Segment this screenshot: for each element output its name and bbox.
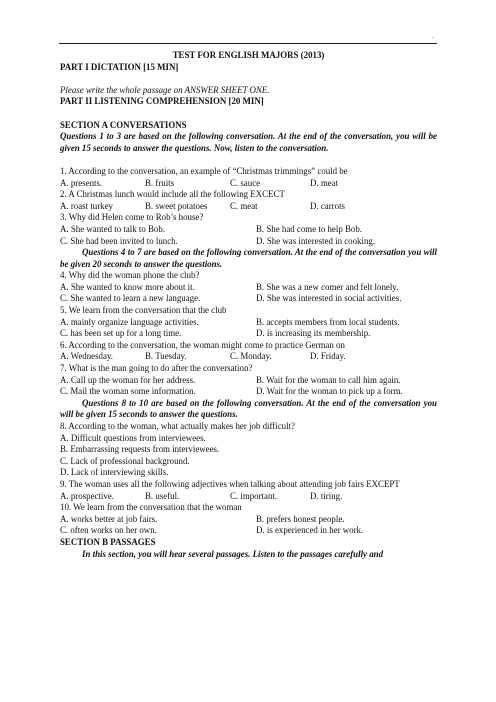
question-6-stem: 6. According to the conversation, the woman might come to practice German on bbox=[60, 339, 345, 350]
part1-instruction: Please write the whole passage on ANSWER SHEET ONE. bbox=[60, 84, 270, 95]
question-5-option: B. accepts members from local students. bbox=[256, 316, 400, 327]
question-6-option: C. Monday. bbox=[230, 351, 272, 362]
document-title: TEST FOR ENGLISH MAJORS (2013) bbox=[172, 50, 325, 60]
question-2-options bbox=[60, 201, 437, 213]
question-3-option: B. She had come to help Bob. bbox=[256, 223, 362, 234]
question-3-options bbox=[60, 224, 437, 236]
question-6-option: A. Wednesday. bbox=[60, 351, 114, 362]
header-rule bbox=[59, 43, 437, 44]
question-7-options bbox=[60, 375, 437, 387]
question-4-options bbox=[60, 282, 437, 294]
question-10-option: B. prefers honest people. bbox=[256, 513, 345, 524]
document-body bbox=[60, 46, 437, 560]
question-5-option: C. has been set up for a long time. bbox=[60, 328, 182, 339]
question-block-4-7 bbox=[60, 270, 437, 398]
question-2-option: B. sweet potatoes bbox=[145, 200, 208, 211]
section-b-heading: SECTION B PASSAGES bbox=[60, 536, 156, 547]
question-8-option: C. Lack of professional background. bbox=[60, 455, 190, 466]
question-7-options bbox=[60, 386, 437, 398]
question-4-option: A. She wanted to know more about it. bbox=[60, 281, 195, 292]
question-3-option: C. She had been invited to lunch. bbox=[60, 235, 178, 246]
question-10-stem: 10. We learn from the conversation that the woman bbox=[60, 502, 242, 513]
question-5-options bbox=[60, 328, 437, 340]
question-4-option: C. She wanted to learn a new language. bbox=[60, 293, 201, 304]
question-9-option: B. useful. bbox=[145, 490, 180, 501]
question-10-options bbox=[60, 525, 437, 537]
question-10-option: A. works better at job fairs. bbox=[60, 513, 158, 524]
question-7-option: D. Wait for the woman to pick up a form. bbox=[256, 386, 403, 397]
question-3-option: A. She wanted to talk to Bob. bbox=[60, 223, 166, 234]
question-8-option: D. Lack of interviewing skills. bbox=[60, 467, 169, 478]
question-5-option: A. mainly organize language activities. bbox=[60, 316, 199, 327]
spacer bbox=[60, 108, 437, 120]
question-3-options bbox=[60, 236, 437, 248]
question-7-option: A. Call up the woman for her address. bbox=[60, 374, 196, 385]
question-5-stem: 5. We learn from the conversation that the club bbox=[60, 305, 227, 316]
section-a-heading: SECTION A CONVERSATIONS bbox=[60, 119, 187, 130]
spacer bbox=[60, 73, 437, 85]
question-7-stem: 7. What is the man going to do after the conversation? bbox=[60, 363, 253, 374]
question-9-stem: 9. The woman uses all the following adjectives when talking about attending job fairs EXCEPT bbox=[60, 478, 400, 489]
question-7-option: C. Mail the woman some information. bbox=[60, 386, 196, 397]
question-8-stem: 8. According to the woman, what actually makes her job difficult? bbox=[60, 421, 295, 431]
question-4-stem: 4. Why did the woman phone the club? bbox=[60, 270, 200, 281]
instruction-q1-3: Questions 1 to 3 are based on the following conversation. At the end of the conversation, you will be given 15 seconds to answer the questions. Now, listen to the conversation. bbox=[60, 131, 437, 153]
part2-heading: PART II LISTENING COMPREHENSION [20 MIN] bbox=[60, 96, 264, 107]
question-5-options bbox=[60, 317, 437, 329]
question-6-option: D. Friday. bbox=[310, 351, 346, 362]
question-10-option: D. is experienced in her work. bbox=[256, 525, 364, 536]
question-8-option: A. Difficult questions from interviewees. bbox=[60, 432, 206, 443]
instruction-q4-7: Questions 4 to 7 are based on the following conversation. At the end of the conversation you will be given 20 seconds to answer the questions. bbox=[60, 247, 437, 269]
question-6-options bbox=[60, 351, 437, 363]
question-10-option: C. often works on her own. bbox=[60, 525, 157, 536]
question-9-option: D. tiring. bbox=[310, 490, 343, 501]
spacer bbox=[60, 154, 437, 166]
question-9-option: C. important. bbox=[230, 490, 278, 501]
page-mark: · bbox=[431, 34, 434, 42]
question-1-stem: 1. According to the conversation, an example of “Christmas trimmings” could be bbox=[60, 165, 348, 176]
question-10-options bbox=[60, 514, 437, 526]
question-block-1-3 bbox=[60, 166, 437, 247]
question-2-option: C. meat bbox=[230, 200, 258, 211]
question-4-options bbox=[60, 293, 437, 305]
question-4-option: D. She was interested in social activities. bbox=[256, 293, 402, 304]
question-6-option: B. Tuesday. bbox=[145, 351, 187, 362]
question-7-option: B. Wait for the woman to call him again. bbox=[256, 374, 401, 385]
question-2-stem: 2. A Christmas lunch would include all the following EXCECT bbox=[60, 189, 285, 200]
question-4-option: B. She was a new comer and felt lonely. bbox=[256, 281, 399, 292]
question-9-option: A. prospective. bbox=[60, 490, 114, 501]
question-block-8-10 bbox=[60, 421, 437, 537]
instruction-q8-10: Questions 8 to 10 are based on the following conversation. At the end of the conversation you will be given 15 seconds to answer the questions. bbox=[60, 397, 437, 420]
question-5-option: D. is increasing its membership. bbox=[256, 328, 371, 339]
question-3-stem: 3. Why did Helen come to Rob’s house? bbox=[60, 212, 204, 223]
section-b-instruction: In this section, you will hear several passages. Listen to the passages carefully and bbox=[82, 548, 384, 559]
part1-heading: PART I DICTATION [15 MIN] bbox=[60, 61, 179, 72]
question-1-option: C. sauce bbox=[230, 177, 261, 188]
question-8-option: B. Embarrassing requests from interviewees. bbox=[60, 444, 220, 455]
question-1-option: B. fruits bbox=[145, 177, 175, 188]
question-9-options bbox=[60, 491, 437, 503]
question-2-option: D. carrots bbox=[310, 200, 345, 211]
question-1-option: A. presents. bbox=[60, 177, 103, 188]
question-3-option: D. She was interested in cooking. bbox=[256, 235, 376, 246]
question-1-option: D. meat bbox=[310, 177, 339, 188]
question-1-options bbox=[60, 178, 437, 190]
question-2-option: A. roast turkey bbox=[60, 200, 113, 211]
